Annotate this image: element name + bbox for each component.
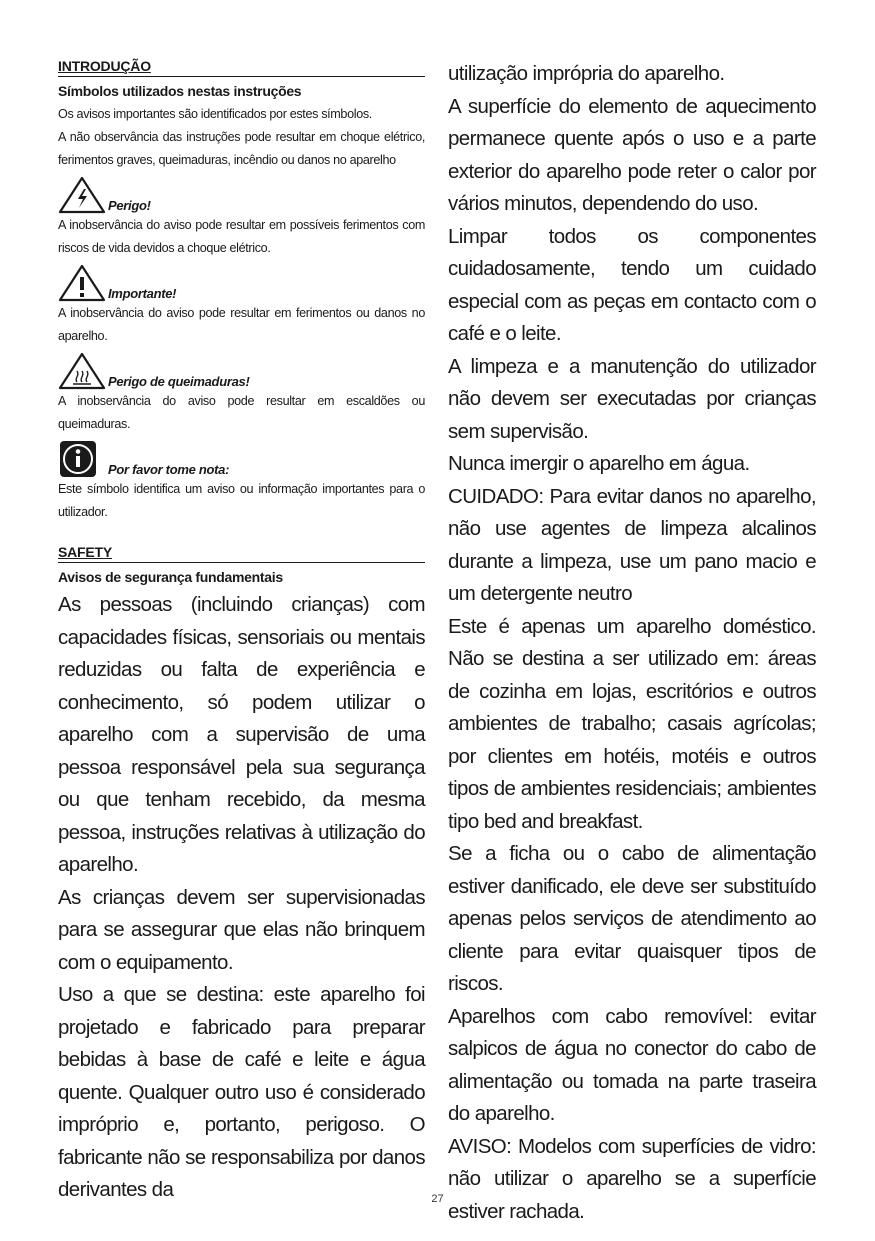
warning-burn-label: Perigo de queimaduras! bbox=[108, 374, 250, 389]
symbols-subheading: Símbolos utilizados nestas instruções bbox=[58, 83, 302, 99]
safety-paragraph: utilização imprópria do aparelho. bbox=[448, 62, 725, 85]
warning-note-label: Por favor tome nota: bbox=[108, 462, 230, 477]
safety-paragraph: A limpeza e a manutenção do utilizador não devem ser executadas por crianças sem supervisão. bbox=[448, 354, 816, 443]
safety-paragraph: As pessoas (incluindo crianças) com capacidades físicas, sensoriais ou mentais reduzidas ou falta de experiência e conhecimento, só podem utilizar o aparelho com a supervisão de uma pessoa responsável pela sua segurança ou que tenham recebido, da mesma pessoa, instruções relativas à utilização do aparelho. bbox=[58, 593, 425, 876]
safety-paragraph: CUIDADO: Para evitar danos no aparelho, não use agentes de limpeza alcalinos durante a limpeza, use um pano macio e um detergente neutro bbox=[448, 484, 816, 605]
safety-paragraph: Este é apenas um aparelho doméstico. Não se destina a ser utilizado em: áreas de cozinha em lojas, escritórios e outros ambientes de trabalho; casais agrícolas; por clientes em hotéis, motéis e outros tipos de ambientes residenciais; ambientes tipo bed and breakfast. bbox=[448, 614, 816, 833]
safety-paragraph: Se a ficha ou o cabo de alimentação estiver danificado, ele deve ser substituído apenas pelos serviços de atendimento ao cliente para evitar quaisquer tipos de riscos. bbox=[448, 842, 816, 995]
symbols-intro-text: Os avisos importantes são identificados por estes símbolos. bbox=[58, 107, 372, 121]
safety-heading: SAFETY bbox=[58, 544, 425, 563]
safety-paragraph: Uso a que se destina: este aparelho foi projetado e fabricado para preparar bebidas à base de café e leite e água quente. Qualquer outro uso é considerado impróprio e, portanto, perigoso. O fabricante não se responsabiliza por danos derivantes da bbox=[58, 983, 425, 1201]
left-column bbox=[58, 58, 425, 1207]
symbols-consequence-text: A não observância das instruções pode resultar em choque elétrico, ferimentos graves, queimaduras, incêndio ou danos no aparelho bbox=[58, 130, 425, 167]
safety-paragraph: A superfície do elemento de aquecimento permanece quente após o uso e a parte exterior do aparelho pode reter o calor por vários minutos, dependendo do uso. bbox=[448, 94, 816, 215]
warning-important bbox=[58, 264, 425, 302]
safety-paragraph: Limpar todos os componentes cuidadosamente, tendo um cuidado especial com as peças em contacto com o café e o leite. bbox=[448, 224, 816, 345]
page-number: 27 bbox=[431, 1193, 444, 1205]
safety-paragraph: AVISO: Modelos com superfícies de vidro: não utilizar o aparelho se a superfície estiver rachada. bbox=[448, 1134, 816, 1223]
safety-paragraph: As crianças devem ser supervisionadas para se assegurar que elas não brinquem com o equipamento. bbox=[58, 885, 425, 974]
hot-surface-warning-icon bbox=[58, 352, 106, 390]
intro-heading: INTRODUÇÃO bbox=[58, 58, 425, 77]
warning-important-text: A inobservância do aviso pode resultar em ferimentos ou danos no aparelho. bbox=[58, 306, 425, 343]
warning-danger-text: A inobservância do aviso pode resultar em possíveis ferimentos com riscos de vida devidos a choque elétrico. bbox=[58, 218, 425, 255]
warning-important-label: Importante! bbox=[108, 286, 177, 301]
warning-danger-label: Perigo! bbox=[108, 198, 151, 213]
right-column bbox=[448, 58, 816, 1228]
warning-burn-text: A inobservância do aviso pode resultar em escaldões ou queimaduras. bbox=[58, 394, 425, 431]
safety-paragraph: Nunca imergir o aparelho em água. bbox=[448, 452, 750, 475]
warning-note-text: Este símbolo identifica um aviso ou informação importantes para o utilizador. bbox=[58, 482, 425, 519]
warning-note bbox=[58, 440, 425, 478]
warning-danger bbox=[58, 176, 425, 214]
info-icon bbox=[58, 440, 106, 478]
safety-paragraph: Aparelhos com cabo removível: evitar salpicos de água no conector do cabo de alimentação ou tomada na parte traseira do aparelho. bbox=[448, 1004, 816, 1125]
electric-shock-warning-icon bbox=[58, 176, 106, 214]
exclamation-warning-icon bbox=[58, 264, 106, 302]
warning-burn bbox=[58, 352, 425, 390]
safety-subheading: Avisos de segurança fundamentais bbox=[58, 569, 283, 585]
